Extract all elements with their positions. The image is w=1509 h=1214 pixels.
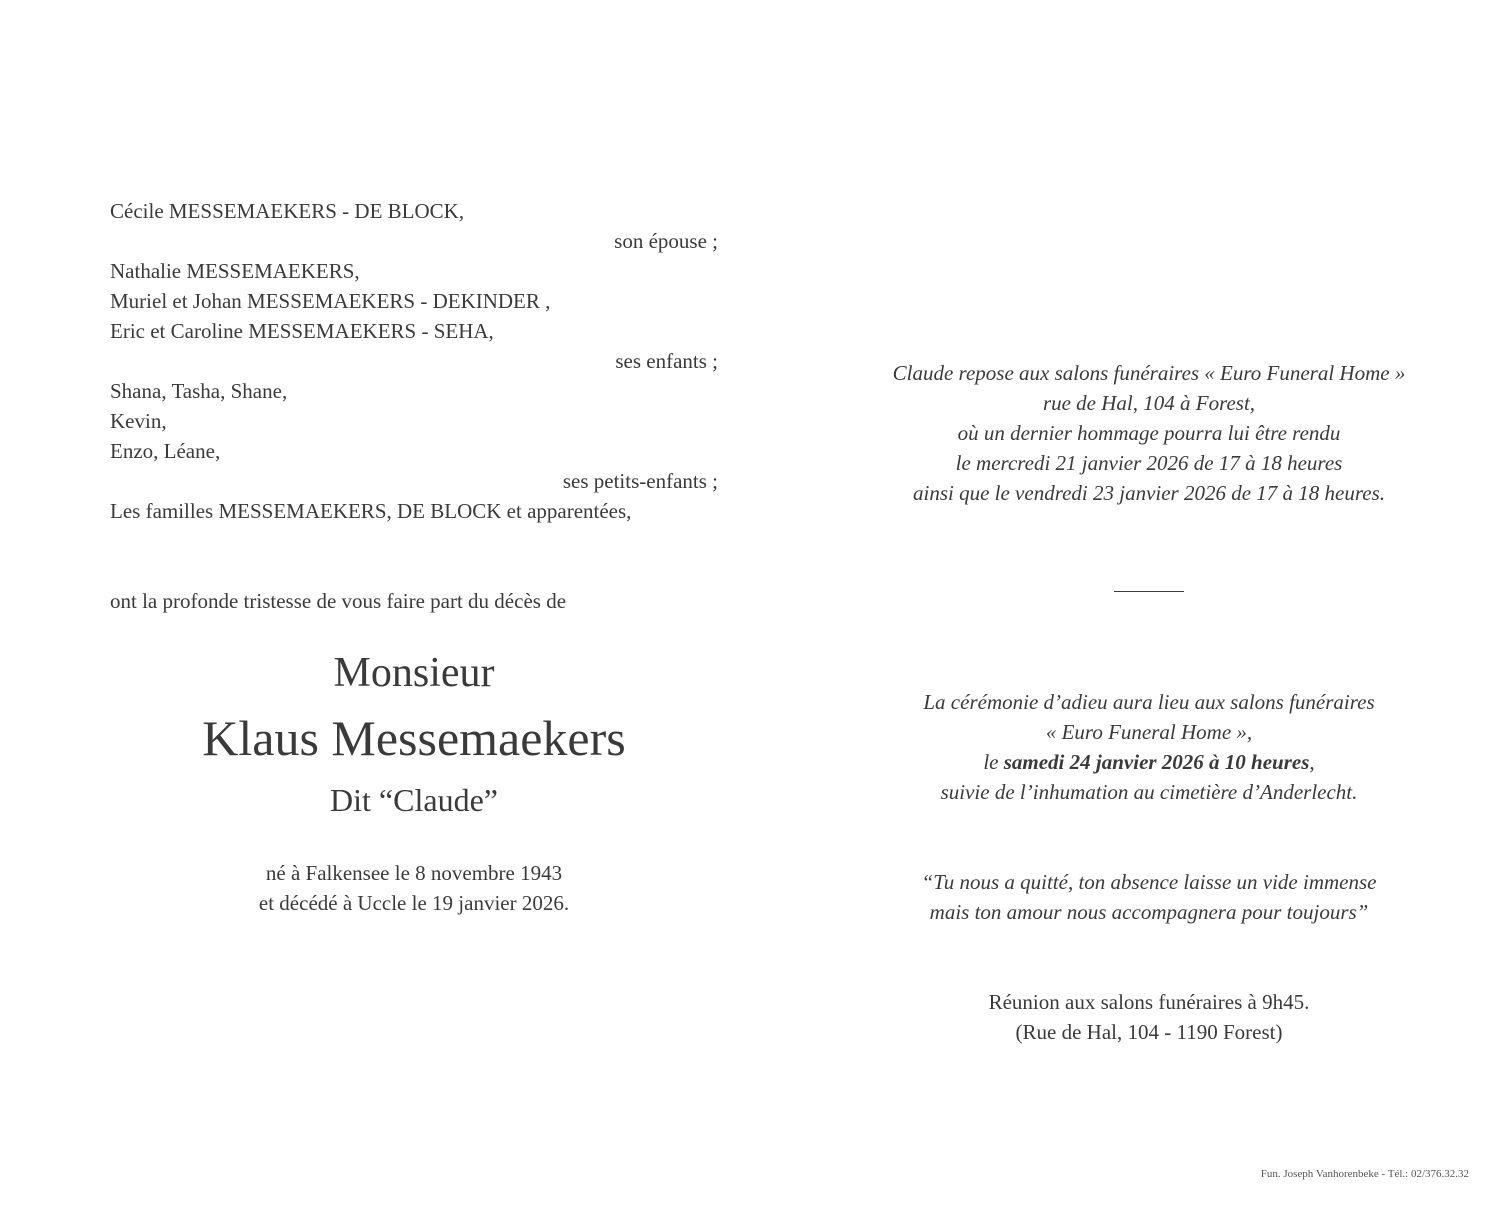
children-role: ses enfants ;	[615, 349, 718, 373]
ceremony-date-line	[880, 747, 1418, 777]
spouse-name: Cécile MESSEMAEKERS - DE BLOCK,	[110, 199, 465, 223]
ceremony-suffix: ,	[1309, 750, 1315, 774]
visitation-line: où un dernier hommage pourra lui être rendu	[957, 421, 1341, 445]
visitation-line: Claude repose aux salons funéraires « Euro Funeral Home »	[892, 361, 1406, 385]
families-line: Les familles MESSEMAEKERS, DE BLOCK et apparentées,	[110, 499, 632, 523]
grandchild-name: Enzo, Léane,	[110, 439, 221, 463]
visitation-line: rue de Hal, 104 à Forest,	[1042, 391, 1256, 415]
child-name: Muriel et Johan MESSEMAEKERS - DEKINDER ,	[110, 289, 551, 313]
visitation-line: ainsi que le vendredi 23 janvier 2026 de 17 à 18 heures.	[912, 481, 1386, 505]
ceremony-prefix: le	[983, 750, 1004, 774]
deceased-name: Klaus Messemaekers	[202, 710, 626, 766]
divider	[1114, 591, 1184, 592]
child-name: Eric et Caroline MESSEMAEKERS - SEHA,	[110, 319, 494, 343]
spouse-role: son épouse ;	[614, 229, 718, 253]
deceased-nickname: Dit “Claude”	[330, 782, 498, 818]
quote-line: “Tu nous a quitté, ton absence laisse un vide immense	[921, 870, 1377, 894]
announcement-text: ont la profonde tristesse de vous faire part du décès de	[110, 589, 567, 613]
meeting-address: (Rue de Hal, 104 - 1190 Forest)	[1015, 1020, 1283, 1044]
visitation-line: le mercredi 21 janvier 2026 de 17 à 18 heures	[955, 451, 1343, 475]
ceremony-date: samedi 24 janvier 2026 à 10 heures	[1003, 750, 1310, 774]
grandchild-name: Shana, Tasha, Shane,	[110, 379, 288, 403]
quote-line: mais ton amour nous accompagnera pour toujours”	[929, 900, 1369, 924]
deceased-title: Monsieur	[333, 650, 495, 696]
funeral-home-footer: Fun. Joseph Vanhorenbeke - Tél.: 02/376.32.32	[1260, 1168, 1469, 1180]
grandchild-name: Kevin,	[110, 409, 167, 433]
death-line: et décédé à Uccle le 19 janvier 2026.	[258, 891, 570, 915]
ceremony-line: « Euro Funeral Home »,	[1045, 720, 1253, 744]
child-name: Nathalie MESSEMAEKERS,	[110, 259, 360, 283]
birth-line: né à Falkensee le 8 novembre 1943	[265, 861, 563, 885]
ceremony-line: La cérémonie d’adieu aura lieu aux salons funéraires	[923, 690, 1375, 714]
grandchildren-role: ses petits-enfants ;	[562, 469, 718, 493]
ceremony-line: suivie de l’inhumation au cimetière d’Anderlecht.	[940, 780, 1358, 804]
meeting-line: Réunion aux salons funéraires à 9h45.	[988, 990, 1310, 1014]
